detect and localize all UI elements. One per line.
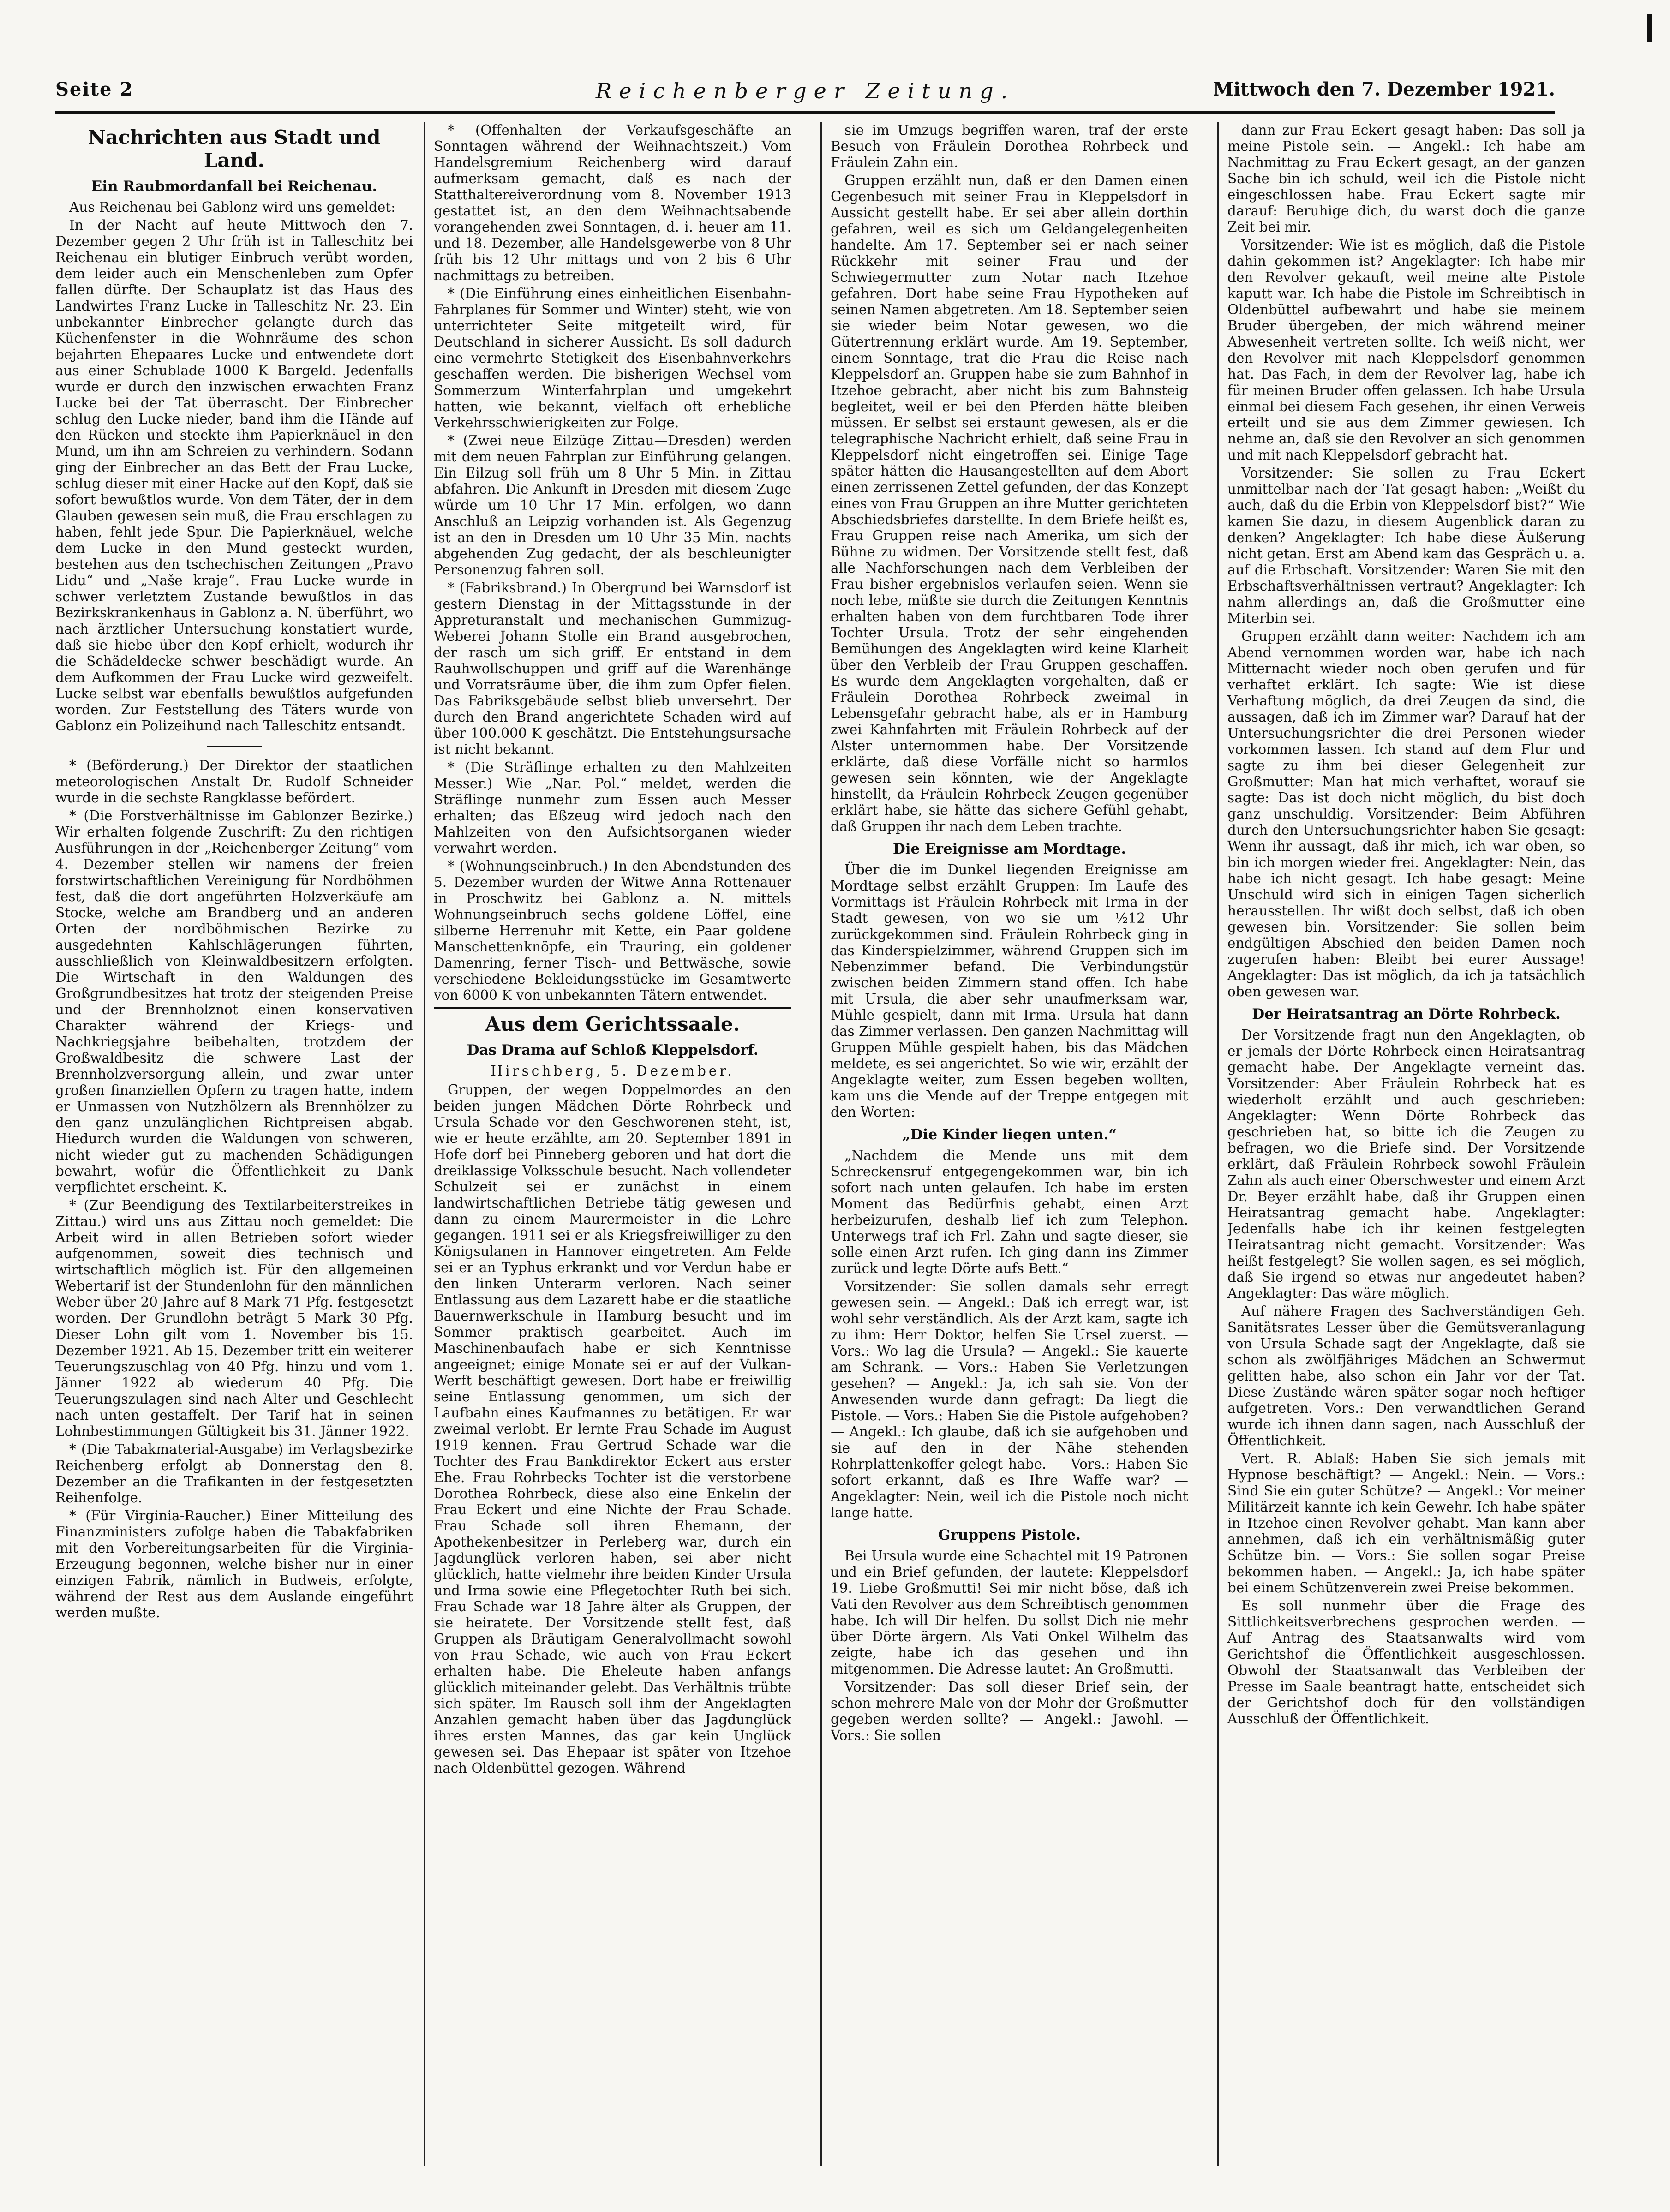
article-paragraph: * (Fabriksbrand.) In Obergrund bei Warnsdorf ist gestern Dienstag in der Mittagsstunde in der Appreturanstalt und mechanischen Gummizug-Weberei Johann Stolle ein Brand ausgebrochen, der rasch um sich griff. Er entstand in dem Rauhwollschuppen und griff auf die Warenhänge und Vorratsräume über, die ihm zum Opfer fielen. Das Fabriksgebäude selbst blieb unversehrt. Der durch den Brand angerichtete Schaden wird auf über 100.000 K geschätzt. Die Entstehungsursache ist nicht bekannt. <box>434 580 791 757</box>
masthead: Reichenberger Zeitung. <box>595 78 1015 103</box>
article-headline: Ein Raubmordanfall bei Reichenau. <box>91 178 377 195</box>
separator-rule <box>55 738 413 754</box>
article-paragraph: * (Für Virginia-Raucher.) Einer Mitteilung des Finanzministers zufolge haben die Tabakfabriken mit den Vorbereitungsarbeiten für die Virginia-Erzeugung begonnen, welche bisher nur in einer einzigen Fabrik, nämlich in Budweis, erfolgte, während der Rest aus dem Auslande eingeführt werden mußte. <box>55 1508 413 1620</box>
article-paragraph: * (Offenhalten der Verkaufsgeschäfte an Sonntagen während der Weihnachtszeit.) Vom Handelsgremium Reichenberg wird darauf aufmerksam gemacht, daß es nach der Statthaltereiverordnung vom 8. November 1913 gestattet ist, an den dem Weihnachtsabende vorangehenden zwei Sonntagen, d. i. heuer am 11. und 18. Dezember, alle Handelsgewerbe von 8 Uhr früh bis 12 Uhr mittags und von 2 bis 6 Uhr nachmittags zu betreiben. <box>434 122 791 283</box>
dateline: Hirschberg, 5. Dezember. <box>491 1063 735 1079</box>
column-rule <box>1217 122 1219 2166</box>
column-4 <box>1227 122 1585 2166</box>
article-paragraph: Aus Reichenau bei Gablonz wird uns gemeldet: <box>69 199 396 215</box>
article-paragraph: Vert. R. Ablaß: Haben Sie sich jemals mit Hypnose beschäftigt? — Angekl.: Nein. — Vors.: Sind Sie ein guter Schütze? — Angekl.: Vor meiner Militärzeit kannte ich kein Gewehr. Ich habe später in Itzehoe einen Revolver gehabt. Man kann aber annehmen, daß ich ein verhältnismäßig guter Schütze bin. — Vors.: Sie sollen sogar Preise bekommen haben. — Angekl.: Ja, ich habe später bei einem Schützenverein zwei Preise bekommen. <box>1227 1451 1585 1596</box>
article-headline: Der Heiratsantrag an Dörte Rohrbeck. <box>1252 1006 1561 1022</box>
article-paragraph: * (Wohnungseinbruch.) In den Abendstunden des 5. Dezember wurden der Witwe Anna Rottenauer in Proschwitz bei Gablonz a. N. mittels Wohnungseinbruch sechs goldene Löffel, eine silberne Herrenuhr mit Kette, ein Paar goldene Manschettenknöpfe, ein Trauring, ein goldener Damenring, ferner Tisch- und Bettwäsche, sowie verschiedene Bekleidungsstücke im Gesamtwerte von 6000 K von unbekannten Tätern entwendet. <box>434 858 791 1003</box>
section-heading: Aus dem Gerichtssaale. <box>434 1007 791 1036</box>
article-paragraph: Gruppen erzählt nun, daß er den Damen einen Gegenbesuch mit seiner Frau in Kleppelsdorf in Aussicht gestellt habe. Er sei aber allein dorthin gefahren, weil es sich um Geldangelegenheiten handelte. Am 17. September sei er nach seiner Rückkehr mit seiner Frau und der Schwiegermutter zum Notar nach Itzehoe gefahren. Dort habe seine Frau Hypotheken auf seinen Namen abgetreten. Am 18. September seien sie wieder beim Notar gewesen, wo die Gütertrennung erklärt wurde. Am 19. September, einem Sonntage, trat die Frau die Reise nach Kleppelsdorf an. Gruppen habe sie zum Bahnhof in Itzehoe gebracht, aber nicht bis zum Bahnsteig begleitet, weil er bei den Pferden hätte bleiben müssen. Er selbst sei erstaunt gewesen, als er die telegraphische Nachricht erhielt, daß seine Frau in Kleppelsdorf nicht eingetroffen sei. Einige Tage später hätten die Hausangestellten auf dem Abort einen zerrissenen Zettel gefunden, der das Konzept eines von Frau Gruppen an ihre Mutter gerichteten Abschiedsbriefes darstellte. In dem Briefe heißt es, Frau Gruppen reise nach Amerika, um sich der Bühne zu widmen. Der Vorsitzende stellt fest, daß alle Nachforschungen nach dem Verbleiben der Frau bisher ergebnislos verlaufen seien. Wenn sie noch lebe, müßte sie durch die Zeitungen Kenntnis erhalten haben von dem furchtbaren Tode ihrer Tochter Ursula. Trotz der sehr eingehenden Bemühungen des Angeklagten wird keine Klarheit über den Verbleib der Frau Gruppen geschaffen. Es wurde dem Angeklagten vorgehalten, daß er Fräulein Dorothea Rohrbeck zweimal in Lebensgefahr gebracht habe, als er in Hamburg zwei Kahnfahrten mit Fräulein Rohrbeck auf der Alster unternommen habe. Der Vorsitzende erklärte, daß diese Vorfälle nicht so harmlos gewesen sein könnten, wie der Angeklagte hinstellt, da Fräulein Rohrbeck Zeugen gegenüber erklärt habe, sie hätte das sichere Gefühl gehabt, daß Gruppen ihr nach dem Leben trachte. <box>831 173 1188 834</box>
issue-date: Mittwoch den 7. Dezember 1921. <box>1213 78 1555 100</box>
column-2 <box>434 122 791 2166</box>
article-paragraph: dann zur Frau Eckert gesagt haben: Das soll ja meine Pistole sein. — Angekl.: Ich habe am Nachmittag zu Frau Eckert gesagt, an der ganzen Sache bin ich schuld, weil ich die Pistole nicht eingeschlossen habe. Frau Eckert sagte mir darauf: Beruhige dich, du warst doch die ganze Zeit bei mir. <box>1227 122 1585 235</box>
article-headline: Das Drama auf Schloß Kleppelsdorf. <box>467 1042 759 1058</box>
page-corner-mark <box>1647 14 1652 42</box>
page-number: Seite 2 <box>55 78 134 100</box>
article-headline: Gruppens Pistole. <box>938 1527 1081 1543</box>
column-3 <box>831 122 1188 2166</box>
article-paragraph: Gruppen erzählt dann weiter: Nachdem ich am Abend vernommen worden war, habe ich nach Mitternacht wieder noch oben gerufen und für verhaftet erklärt. Ich sagte: Wie ist diese Verhaftung möglich, da drei Zeugen da sind, die aussagen, daß ich im Zimmer war? Darauf hat der Untersuchungsrichter die drei Personen wieder vorkommen lassen. Ich stand auf dem Flur und sagte zu ihm bei dieser Gelegenheit zur Großmutter: Man hat mich verhaftet, worauf sie sagte: Das ist doch nicht möglich, du bist doch ganz unschuldig. Vorsitzender: Beim Abführen durch den Untersuchungsrichter haben Sie gesagt: Wenn ihr aussagt, daß ihr mich, ich war oben, so bin ich morgen wieder frei. Angeklagter: Nein, das habe ich nicht gesagt. Ich habe gesagt: Meine Unschuld wird sich in einigen Tagen sicherlich herausstellen. Ihr wißt doch selbst, daß ich oben gewesen bin. Vorsitzender: Sie sollen beim endgültigen Abschied den beiden Damen noch zugerufen haben: Bleibt bei eurer Aussage! Angeklagter: Das ist möglich, da ich ja tatsächlich oben gewesen war. <box>1227 628 1585 999</box>
article-paragraph: Vorsitzender: Das soll dieser Brief sein, der schon mehrere Male von der Mohr der Großmutter gegeben werden sollte? — Angekl.: Jawohl. — Vors.: Sie sollen <box>831 1679 1188 1743</box>
article-paragraph: * (Beförderung.) Der Direktor der staatlichen meteorologischen Anstalt Dr. Rudolf Schneider wurde in die sechste Rangklasse befördert. <box>55 758 413 806</box>
article-paragraph: * (Die Einführung eines einheitlichen Eisenbahn-Fahrplanes für Sommer und Winter) steht, wie von unterrichteter Seite mitgeteilt wird, für Deutschland in sicherer Aussicht. Es soll dadurch eine vermehrte Stetigkeit des Eisenbahnverkehrs geschaffen werden. Die bisherigen Wechsel vom Sommerzum Winterfahrplan und umgekehrt hatten, wie bekannt, vielfach oft erhebliche Verkehrsschwierigkeiten zur Folge. <box>434 286 791 430</box>
article-paragraph: Es soll nunmehr über die Frage des Sittlichkeitsverbrechens gesprochen werden. — Auf Antrag des Staatsanwalts wird vom Gerichtshof die Öffentlichkeit ausgeschlossen. Obwohl der Staatsanwalt das Verbleiben der Presse im Saale beantragt hatte, entscheidet sich der Gerichtshof doch für den vollständigen Ausschluß der Öffentlichkeit. <box>1227 1598 1585 1727</box>
article-paragraph: sie im Umzugs begriffen waren, traf der erste Besuch von Fräulein Dorothea Rohrbeck und Fräulein Zahn ein. <box>831 122 1188 170</box>
article-paragraph: * (Die Tabakmaterial-Ausgabe) im Verlagsbezirke Reichenberg erfolgt ab Donnerstag den 8. Dezember an die Trafikanten in der festgesetzten Reihenfolge. <box>55 1441 413 1506</box>
article-paragraph: Vorsitzender: Sie sollen zu Frau Eckert unmittelbar nach der Tat gesagt haben: „Weißt du auch, daß du die Erbin von Kleppelsdorf bist?“ Wie kamen Sie dazu, in diesem Augenblick daran zu denken? Angeklagter: Ich habe diese Äußerung nicht getan. Erst am Abend kam das Gespräch u. a. auf die Erbschaft. Vorsitzender: Waren Sie mit den Erbschaftsverhältnissen vertraut? Angeklagter: Ich nahm allerdings an, daß die Großmutter eine Miterbin sei. <box>1227 465 1585 626</box>
article-paragraph: Über die im Dunkel liegenden Ereignisse am Mordtage selbst erzählt Gruppen: Im Laufe des Vormittags ist Fräulein Rohrbeck mit Irma in der Stadt gewesen, von wo sie um ½12 Uhr zurückgekommen sind. Fräulein Rohrbeck ging in das Kinderspielzimmer, während Gruppen sich im Nebenzimmer befand. Die Verbindungstür zwischen beiden Zimmern stand offen. Ich habe mit Ursula, die aber sehr unaufmerksam war, Mühle gespielt, dann mit Irma. Ursula hat dann das Zimmer verlassen. Den ganzen Nachmittag will Gruppen Mühle gespielt haben, bis das Mädchen meldete, es sei angerichtet. So wie wir, erzählt der Angeklagte weiter, zum Essen begeben wollten, kam uns die Mende auf der Treppe entgegen mit den Worten: <box>831 862 1188 1120</box>
article-headline: „Die Kinder liegen unten.“ <box>902 1126 1117 1143</box>
article-paragraph: * (Zwei neue Eilzüge Zittau—Dresden) werden mit dem neuen Fahrplan zur Einführung gelangen. Ein Eilzug soll früh um 8 Uhr 5 Min. in Zittau abfahren. Die Ankunft in Dresden mit diesem Zuge würde um 10 Uhr 17 Min. erfolgen, wo dann Anschluß an Leipzig vorhanden ist. Als Gegenzug ist an den in Dresden um 10 Uhr 35 Min. nachts abgehenden Zug gedacht, der als beschleunigter Personenzug fahren soll. <box>434 433 791 578</box>
article-paragraph: „Nachdem die Mende uns mit dem Schreckensruf entgegengekommen war, bin ich sofort nach unten gelaufen. Ich habe im ersten Moment das Bedürfnis gehabt, einen Arzt herbeizurufen, deshalb lief ich zum Telephon. Unterwegs traf ich Frl. Zahn und sagte dieser, sie solle einen Arzt rufen. Ich ging dann ins Zimmer zurück und legte Dörte aufs Bett.“ <box>831 1148 1188 1276</box>
column-1 <box>55 122 413 2166</box>
column-rule <box>820 122 822 2166</box>
article-paragraph: Bei Ursula wurde eine Schachtel mit 19 Patronen und ein Brief gefunden, der lautete: Kleppelsdorf 19. Liebe Großmutti! Sei mir nicht böse, daß ich Vati den Revolver aus dem Schreibtisch genommen habe. Ich will Dir helfen. Du sollst Dich nie mehr über Dörte ärgern. Als Vati Onkel Wilhelm das zeigte, habe ich das gesehen und ihn mitgenommen. Die Adresse lautet: An Großmutti. <box>831 1548 1188 1677</box>
article-paragraph: Vorsitzender: Wie ist es möglich, daß die Pistole dahin gekommen ist? Angeklagter: Ich habe mir den Revolver gekauft, weil meine alte Pistole kaputt war. Ich habe die Pistole im Schreibtisch in Oldenbüttel aufbewahrt und habe sie meinem Bruder übergeben, der mich während meiner Abwesenheit vertreten sollte. Ich weiß nicht, wer den Revolver mit nach Kleppelsdorf genommen hat. Das Fach, in dem der Revolver lag, habe ich für meinen Bruder offen gelassen. Ich habe Ursula einmal bei diesem Fach gesehen, ihr einen Verweis erteilt und sie aus dem Zimmer gewiesen. Ich nehme an, daß sie den Revolver an sich genommen und mit nach Kleppelsdorf gebracht hat. <box>1227 237 1585 463</box>
page-header <box>55 78 1555 114</box>
article-paragraph: * (Zur Beendigung des Textilarbeiterstreikes in Zittau.) wird uns aus Zittau noch gemeldet: Die Arbeit wird in allen Betrieben sofort wieder aufgenommen, soweit dies technisch und wirtschaftlich möglich ist. Für den allgemeinen Webertarif ist der Stundenlohn für den männlichen Weber über 20 Jahre auf 8 Mark 71 Pfg. festgesetzt worden. Der Grundlohn beträgt 5 Mark 30 Pfg. Dieser Lohn gilt vom 1. November bis 15. Dezember 1921. Ab 15. Dezember tritt ein weiterer Teuerungszuschlag von 40 Pfg. hinzu und vom 1. Jänner 1922 ab wiederum 40 Pfg. Die Teuerungszulagen sind nach Alter und Geschlecht nach unten gestaffelt. Der Tarif hat in seinen Lohnbestimmungen Gültigkeit bis 31. Jänner 1922. <box>55 1197 413 1439</box>
section-heading: Nachrichten aus Stadt und Land. <box>88 126 381 172</box>
column-rule <box>424 122 425 2166</box>
article-paragraph: Vorsitzender: Sie sollen damals sehr erregt gewesen sein. — Angekl.: Daß ich erregt war, ist wohl sehr verständlich. Als der Arzt kam, sagte ich zu ihm: Herr Doktor, helfen Sie Ursel zuerst. — Vors.: Wo lag die Ursula? — Angekl.: Sie kauerte am Schrank. — Vors.: Haben Sie Verletzungen gesehen? — Angekl.: Ja, ich sah sie. Von der Anwesenden wurde dann gefragt: Da liegt die Pistole. — Vors.: Haben Sie die Pistole aufgehoben? — Angekl.: Ich glaube, daß ich sie aufgehoben und sie auf den in der Nähe stehenden Rohrplattenkoffer gelegt habe. — Vors.: Haben Sie sofort erkannt, daß es Ihre Waffe war? — Angeklagter: Nein, weil ich die Pistole noch nicht lange hatte. <box>831 1279 1188 1520</box>
article-paragraph: * (Die Forstverhältnisse im Gablonzer Bezirke.) Wir erhalten folgende Zuschrift: Zu den richtigen Ausführungen in der „Reichenberger Zeitung“ vom 4. Dezember stellen wir namens der freien forstwirtschaftlichen Vereinigung für Nordböhmen fest, daß die dort angeführten Holzverkäufe am Stocke, welche am Brandberg und an anderen Orten der nordböhmischen Bezirke zu ausgedehnten Kahlschlägerungen führten, ausschließlich von Kleinwaldbesitzern erfolgten. Die Wirtschaft in den Waldungen des Großgrundbesitzes hat trotz der steigenden Preise und der Brennholznot einen konservativen Charakter während der Kriegs- und Nachkriegsjahre beibehalten, trotzdem der Großwaldbesitz die schwere Last der Brennholzversorgung allein, und zwar unter großen finanziellen Opfern zu tragen hatte, indem er Unmassen von Nutzhölzern als Brennhölzer zu den ganz unzulänglichen Richtpreisen abgab. Hiedurch wurden die Waldungen von schweren, nicht wieder gut zu machenden Schädigungen bewahrt, wofür die Öffentlichkeit zu Dank verpflichtet erscheint. K. <box>55 808 413 1195</box>
article-paragraph: In der Nacht auf heute Mittwoch den 7. Dezember gegen 2 Uhr früh ist in Talleschitz bei Reichenau ein blutiger Einbruch verübt worden, dem leider auch ein Menschenleben zum Opfer fallen dürfte. Der Schauplatz ist das Haus des Landwirtes Franz Lucke in Talleschitz Nr. 23. Ein unbekannter Einbrecher gelangte durch das Küchenfenster in die Wohnräume des schon bejahrten Ehepaares Lucke und entwendete dort aus einer Schublade 1000 K Bargeld. Jedenfalls wurde er durch den inzwischen erwachten Franz Lucke bei der Tat überrascht. Der Einbrecher schlug den Lucke nieder, band ihm die Hände auf den Rücken und steckte ihm Papierknäuel in den Mund, um ihn am Schreien zu verhindern. Sodann ging der Einbrecher an das Bett der Frau Lucke, schlug dieser mit einer Hacke auf den Kopf, daß sie sofort bewußtlos wurde. Von dem Täter, der in dem Glauben gewesen sein muß, die Frau erschlagen zu haben, fehlt jede Spur. Die Papierknäuel, welche dem Lucke in den Mund gesteckt wurden, bestehen aus den tschechischen Zeitungen „Pravo Lidu“ und „Naše kraje“. Frau Lucke wurde in schwer verletztem Zustande bewußtlos in das Bezirkskrankenhaus in Gablonz a. N. überführt, wo nach ärztlicher Untersuchung konstatiert wurde, daß sie hiebe über den Kopf erhielt, wodurch ihr die Schädeldecke schwer beschädigt wurde. An dem Aufkommen der Frau Lucke wird gezweifelt. Lucke selbst war ebenfalls bewußtlos aufgefunden worden. Zur Feststellung des Täters wurde von Gablonz ein Polizeihund nach Talleschitz entsandt. <box>55 217 413 734</box>
article-headline: Die Ereignisse am Mordtage. <box>892 841 1126 857</box>
article-paragraph: * (Die Sträflinge erhalten zu den Mahlzeiten Messer.) Wie „Nar. Pol.“ meldet, werden die Sträflinge nunmehr zum Essen auch Messer erhalten; das Eßzeug wird jedoch nach den Mahlzeiten von den Aufsichtsorganen wieder verwahrt werden. <box>434 759 791 856</box>
article-paragraph: Der Vorsitzende fragt nun den Angeklagten, ob er jemals der Dörte Rohrbeck einen Heiratsantrag gemacht habe. Der Angeklagte verneint das. Vorsitzender: Aber Fräulein Rohrbeck hat es wiederholt erzählt und auch geschrieben: Angeklagter: Wenn Dörte Rohrbeck das geschrieben hat, so bitte ich die Zeugen zu befragen, wo die Briefe sind. Der Vorsitzende erklärt, daß Fräulein Rohrbeck sowohl Fräulein Zahn als auch einer Oberschwester und einem Arzt Dr. Beyer erzählt habe, daß ihr Gruppen einen Heiratsantrag gemacht habe. Angeklagter: Jedenfalls habe ich ihr keinen festgelegten Heiratsantrag nicht gemacht. Vorsitzender: Was heißt festgelegt? Sie wollen sagen, es sei möglich, daß Sie irgend so etwas nur angedeutet haben? Angeklagter: Das wäre möglich. <box>1227 1027 1585 1301</box>
article-paragraph: Gruppen, der wegen Doppelmordes an den beiden jungen Mädchen Dörte Rohrbeck und Ursula Schade vor den Geschworenen steht, ist, wie er heute erzählte, am 20. September 1891 in Hofe dorf bei Pinneberg geboren und hat dort die dreiklassige Volksschule besucht. Nach vollendeter Schulzeit sei er zunächst in einem landwirtschaftlichen Betriebe tätig gewesen und dann zu einem Maurermeister in die Lehre gegangen. 1911 sei er als Kriegsfreiwilliger zu den Königsulanen in Hannover eingetreten. Am Felde sei er an Typhus erkrankt und vor Verdun habe er den linken Unterarm verloren. Nach seiner Entlassung aus dem Lazarett habe er die staatliche Bauernwerkschule in Hamburg besucht und im Sommer praktisch gearbeitet. Auch im Maschinenbaufach habe er sich Kenntnisse angeeignet; einige Monate sei er auf der Vulkan-Werft beschäftigt gewesen. Dort habe er freiwillig seine Entlassung genommen, um sich der Laufbahn eines Kaufmannes zu betätigen. Er war zweimal verlobt. Er lernte Frau Schade im August 1919 kennen. Frau Gertrud Schade war die Tochter des Frau Bankdirektor Eckert aus erster Ehe. Frau Rohrbecks Tochter ist die verstorbene Dorothea Rohrbeck, diese also eine Enkelin der Frau Eckert und eine Nichte der Frau Schade. Frau Schade soll ihren Ehemann, der Apothekenbesitzer in Perleberg war, durch ein Jagdunglück verloren haben, sei aber nicht glücklich, hatte vielmehr ihre beiden Kinder Ursula und Irma sowie eine Pflegetochter Ruth bei sich. Frau Schade war 18 Jahre älter als Gruppen, der sie heiratete. Der Vorsitzende stellt fest, daß Gruppen als Bräutigam Generalvollmacht sowohl von Frau Schade, wie auch von Frau Eckert erhalten habe. Die Eheleute haben anfangs glücklich miteinander gelebt. Das Verhältnis trübte sich später. Im Rausch soll ihm der Angeklagten Anzahlen gemacht haben über das Jagdunglück ihres ersten Mannes, das gar kein Unglück gewesen sei. Das Ehepaar ist später von Itzehoe nach Oldenbüttel gezogen. Während <box>434 1082 791 1776</box>
article-paragraph: Auf nähere Fragen des Sachverständigen Geh. Sanitätsrates Lesser über die Gemütsveranlagung von Ursula Schade sagt der Angeklagte, daß sie schon als zwölfjähriges Mädchen an Schwermut gelitten habe, also schon ein Jahr vor der Tat. Diese Zustände wären später sogar noch heftiger aufgetreten. Vors.: Den verwandtlichen Gerand wurde ich ihnen dann sagen, nach Ausschluß der Öffentlichkeit. <box>1227 1303 1585 1448</box>
